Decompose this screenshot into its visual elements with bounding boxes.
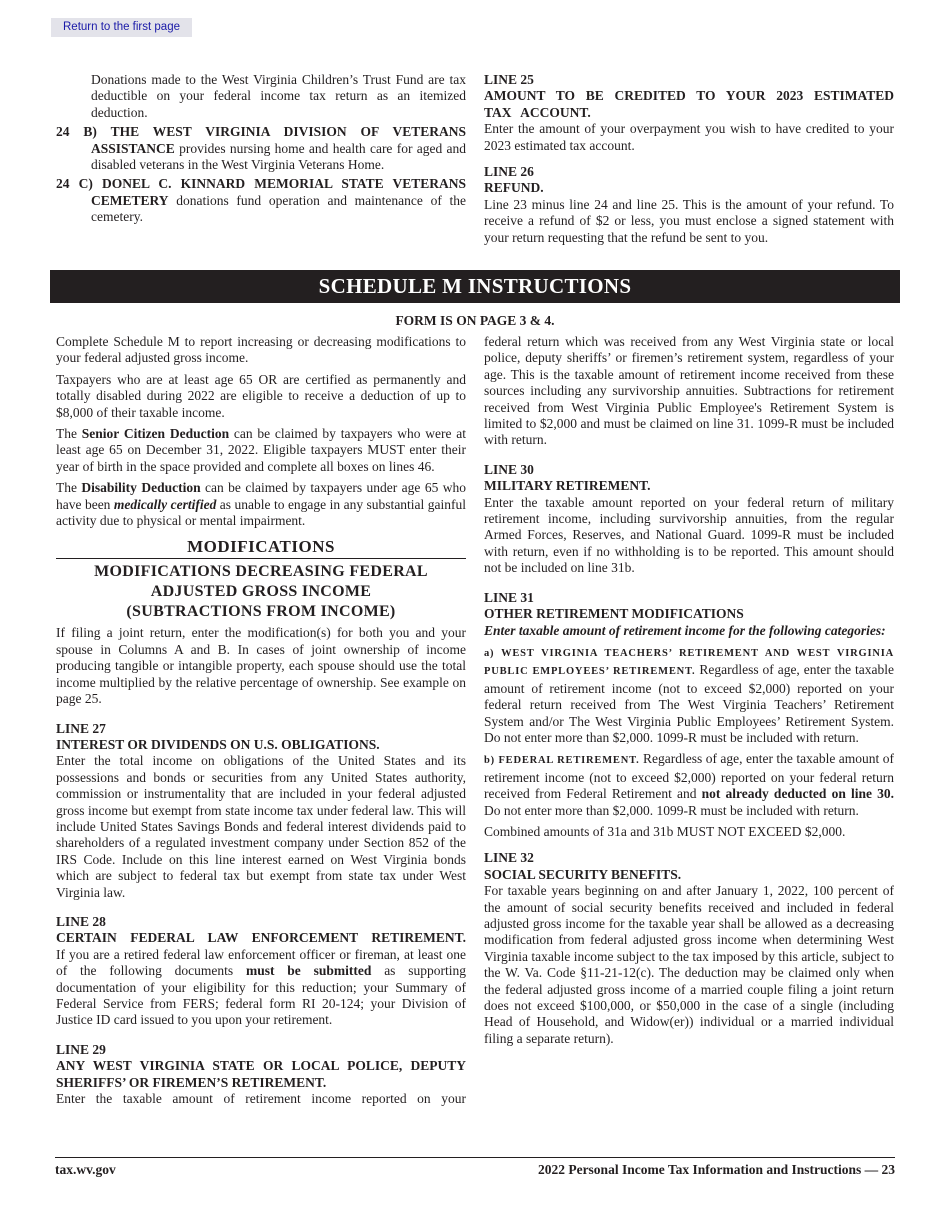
top-right-column xyxy=(484,72,894,251)
modifications-title: MODIFICATIONS xyxy=(56,537,466,559)
left-column xyxy=(56,334,466,1112)
childrens-trust-fund-note: Donations made to the West Virginia Children’s Trust Fund are tax deductible on your federal income tax return as an itemized deduction. xyxy=(91,72,466,120)
item-24c-text: donations fund operation and maintenance of the cemetery. xyxy=(91,192,466,225)
line-30-title: MILITARY RETIREMENT. xyxy=(484,478,651,494)
mod-dec-line1: MODIFICATIONS DECREASING FEDERAL xyxy=(94,563,428,581)
line-27-title: INTEREST OR DIVIDENDS ON U.S. OBLIGATIONS. xyxy=(56,736,380,752)
line-31b-text-post: Do not enter more than $2,000. 1099-R must be included with return. xyxy=(484,802,859,818)
line-31b-prefix: b) xyxy=(484,755,499,767)
line-25-text: Enter the amount of your overpayment you wish to have credited to your 2023 estimated tax account. xyxy=(484,121,894,153)
line-30-heading: LINE 30 xyxy=(484,461,534,477)
line-27-heading: LINE 27 xyxy=(56,720,106,736)
line-26-section xyxy=(484,164,894,246)
line-32-title: SOCIAL SECURITY BENEFITS. xyxy=(484,866,682,882)
item-24b xyxy=(56,124,466,173)
line-30-text: Enter the taxable amount reported on your federal return of military retirement income, including survivorship annuities, from the regular Armed Forces, Reserves, and National Guard. 1099-R must be included with return, even if no withholding is to be reported. This amount should not be included on line 31b. xyxy=(484,494,894,576)
senior-post: can be claimed by taxpayers who were at least age 65 on December 31, 2022. Eligible taxpayers MUST enter their year of birth in the space provided and complete all boxes on lines 46. xyxy=(56,426,466,474)
disab-mid: can be claimed by taxpayers under age 65 who have been xyxy=(56,480,466,512)
line-31-section xyxy=(484,590,894,841)
footer-page-title: 2022 Personal Income Tax Information and Instructions — 23 xyxy=(537,1162,895,1177)
line-27-text: Enter the total income on obligations of the United States and its possessions and bonds or securities from any United States authority, commission or instrumentality that are included in your federal adjusted gross income but exempt from state income tax under federal law. This will include United States Savings Bonds and federal interest dividends paid to shareholders of a regulated investment company under Section 852 of the IRS Code. Include on this line interest earned on West Virginia bonds which are subject to federal tax but exempt from state tax under West Virginia law. xyxy=(56,753,466,900)
line-29-continued-text: federal return which was received from any West Virginia state or local police, deputy sheriffs’ or firemen’s retirement system, regardless of your age. This is the taxable amount of retirement income received from these sources including any survivorship annuities. Subtractions for retirement received from West Virginia Public Employee's Retirement System is limited to $2,000 and must be claimed on line 31. 1099-R must be included with return. xyxy=(484,334,894,448)
line-28-text-post: as supporting documentation of your eligibility for this reduction; your Summary of Federal Service from FERS; federal form RI 20-124; your Division of Justice ID card issued to you upon your retirement. xyxy=(56,963,466,1028)
disab-pre: The xyxy=(56,480,82,496)
item-24b-text: provides nursing home and health care for aged and disabled veterans in the West Virginia Veterans Home. xyxy=(91,140,466,173)
joint-return-paragraph: If filing a joint return, enter the modification(s) for both you and your spouse in Columns A and B. In cases of joint ownership of income producing tangible or intangible property, each spouse should use the total income multiplied by the relative percentage of ownership. See example on page 25. xyxy=(56,625,466,707)
line-25-heading: LINE 25 xyxy=(484,72,534,87)
line-31-title: OTHER RETIREMENT MODIFICATIONS xyxy=(484,606,744,622)
line-27-section xyxy=(56,721,466,901)
right-column xyxy=(484,334,894,1052)
senior-deduction-paragraph xyxy=(56,426,466,475)
item-24c xyxy=(56,176,466,225)
line-31b-text-pre: Regardless of age, enter the taxable amount of retirement income (not to exceed $2,000) reported on your federal return received from Federal Retirement and xyxy=(484,751,894,802)
line-28-title: CERTAIN FEDERAL LAW ENFORCEMENT RETIREMENT. xyxy=(56,930,466,946)
line-31b-not-deducted: not already deducted on line 30. xyxy=(701,786,895,802)
intro-paragraph: Complete Schedule M to report increasing or decreasing modifications to your federal adjusted gross income. xyxy=(56,334,466,366)
line-26-heading: LINE 26 xyxy=(484,164,534,180)
line-31-subtitle: Enter taxable amount of retirement income for the following categories: xyxy=(484,622,886,638)
line-32-section xyxy=(484,850,894,1047)
line-31a-prefix: a) xyxy=(484,647,502,659)
disability-deduction-term: Disability Deduction xyxy=(81,480,201,496)
return-first-page-link[interactable]: Return to the first page xyxy=(51,18,192,37)
medically-certified-term: medically certified xyxy=(113,496,217,512)
item-24b-label: 24 B) THE WEST VIRGINIA DIVISION OF VETERANS ASSISTANCE xyxy=(56,124,466,156)
line-31a-text: Regardless of age, enter the taxable amount of retirement income (not to exceed $2,000) reported on your federal return received from The West Virginia Teachers’ Retirement System and/or The West Virginia Public Employees’ Retirement System. Do not enter more than $2,000. 1099-R must be included with return. xyxy=(484,662,895,745)
item-24c-label: 24 C) DONEL C. KINNARD MEMORIAL STATE VETERANS CEMETERY xyxy=(56,176,466,208)
line-28-text xyxy=(56,947,466,1029)
line-29-section xyxy=(56,1042,466,1108)
line-31-heading: LINE 31 xyxy=(484,589,534,605)
eligibility-paragraph: Taxpayers who are at least age 65 OR are certified as permanently and totally disabled during 2022 are eligible to receive a deduction of up to $8,000 of their taxable income. xyxy=(56,371,466,420)
line-28-text-pre: If you are a retired federal law enforcement officer or fireman, at least one of the following documents xyxy=(56,946,466,979)
footer-website: tax.wv.gov xyxy=(55,1162,116,1177)
line-29-heading: LINE 29 xyxy=(56,1041,106,1057)
form-location-note: FORM IS ON PAGE 3 & 4. xyxy=(395,313,555,328)
mod-dec-line2: ADJUSTED GROSS INCOME xyxy=(150,583,372,601)
line-26-title: REFUND. xyxy=(484,180,544,196)
line-28-heading: LINE 28 xyxy=(56,913,106,929)
line-25-section xyxy=(484,72,894,154)
mod-dec-line3: (SUBTRACTIONS FROM INCOME) xyxy=(126,603,396,621)
footer-divider xyxy=(55,1157,895,1158)
modifications-decreasing-heading xyxy=(56,562,466,622)
line-25-title: AMOUNT TO BE CREDITED TO YOUR 2023 ESTIMATED TAX ACCOUNT. xyxy=(484,88,894,120)
top-left-column xyxy=(56,72,466,229)
line-29-title: ANY WEST VIRGINIA STATE OR LOCAL POLICE, DEPUTY SHERIFFS’ OR FIREMEN’S RETIREMENT. xyxy=(56,1058,466,1090)
line-31-combined-limit: Combined amounts of 31a and 31b MUST NOT EXCEED $2,000. xyxy=(484,823,846,839)
schedule-m-banner: SCHEDULE M INSTRUCTIONS xyxy=(50,270,900,303)
line-28-must-submit: must be submitted xyxy=(245,963,372,979)
line-31a-label: WEST VIRGINIA TEACHERS’ RETIREMENT AND WEST VIRGINIA PUBLIC EMPLOYEES’ RETIREMENT. xyxy=(484,647,894,678)
senior-deduction-term: Senior Citizen Deduction xyxy=(81,426,230,442)
line-32-text: For taxable years beginning on and after January 1, 2022, 100 percent of the amount of social security benefits received and included in federal adjusted gross income for the taxable year shall be allowed as a decreasing modification from federal adjusted gross income when determining West Virginia taxable income subject to the tax imposed by this article, subject to the W. Va. Code §11-21-12(c). The deduction may be claimed only when the federal adjusted gross income of a married couple filing a joint return does not exceed $100,000, or $50,000 in the case of a single (including Head of Household, and Widow(er)) individual or a married individual filing a separate return). xyxy=(484,883,894,1046)
senior-pre: The xyxy=(56,426,82,442)
line-31a-item xyxy=(484,644,894,746)
line-32-heading: LINE 32 xyxy=(484,850,534,866)
line-31b-item xyxy=(484,751,894,819)
disability-deduction-paragraph xyxy=(56,480,466,529)
line-29-text: Enter the taxable amount of retirement income reported on your xyxy=(56,1091,466,1107)
line-28-section xyxy=(56,914,466,1029)
line-26-text: Line 23 minus line 24 and line 25. This is the amount of your refund. To receive a refund of $2 or less, you must enclose a signed statement with your return requesting that the refund be sent to you. xyxy=(484,196,894,245)
disab-post: as unable to engage in any substantial gainful activity due to physical or mental impairment. xyxy=(56,496,467,529)
line-31b-label: FEDERAL RETIREMENT. xyxy=(498,755,640,767)
line-30-section xyxy=(484,462,894,577)
